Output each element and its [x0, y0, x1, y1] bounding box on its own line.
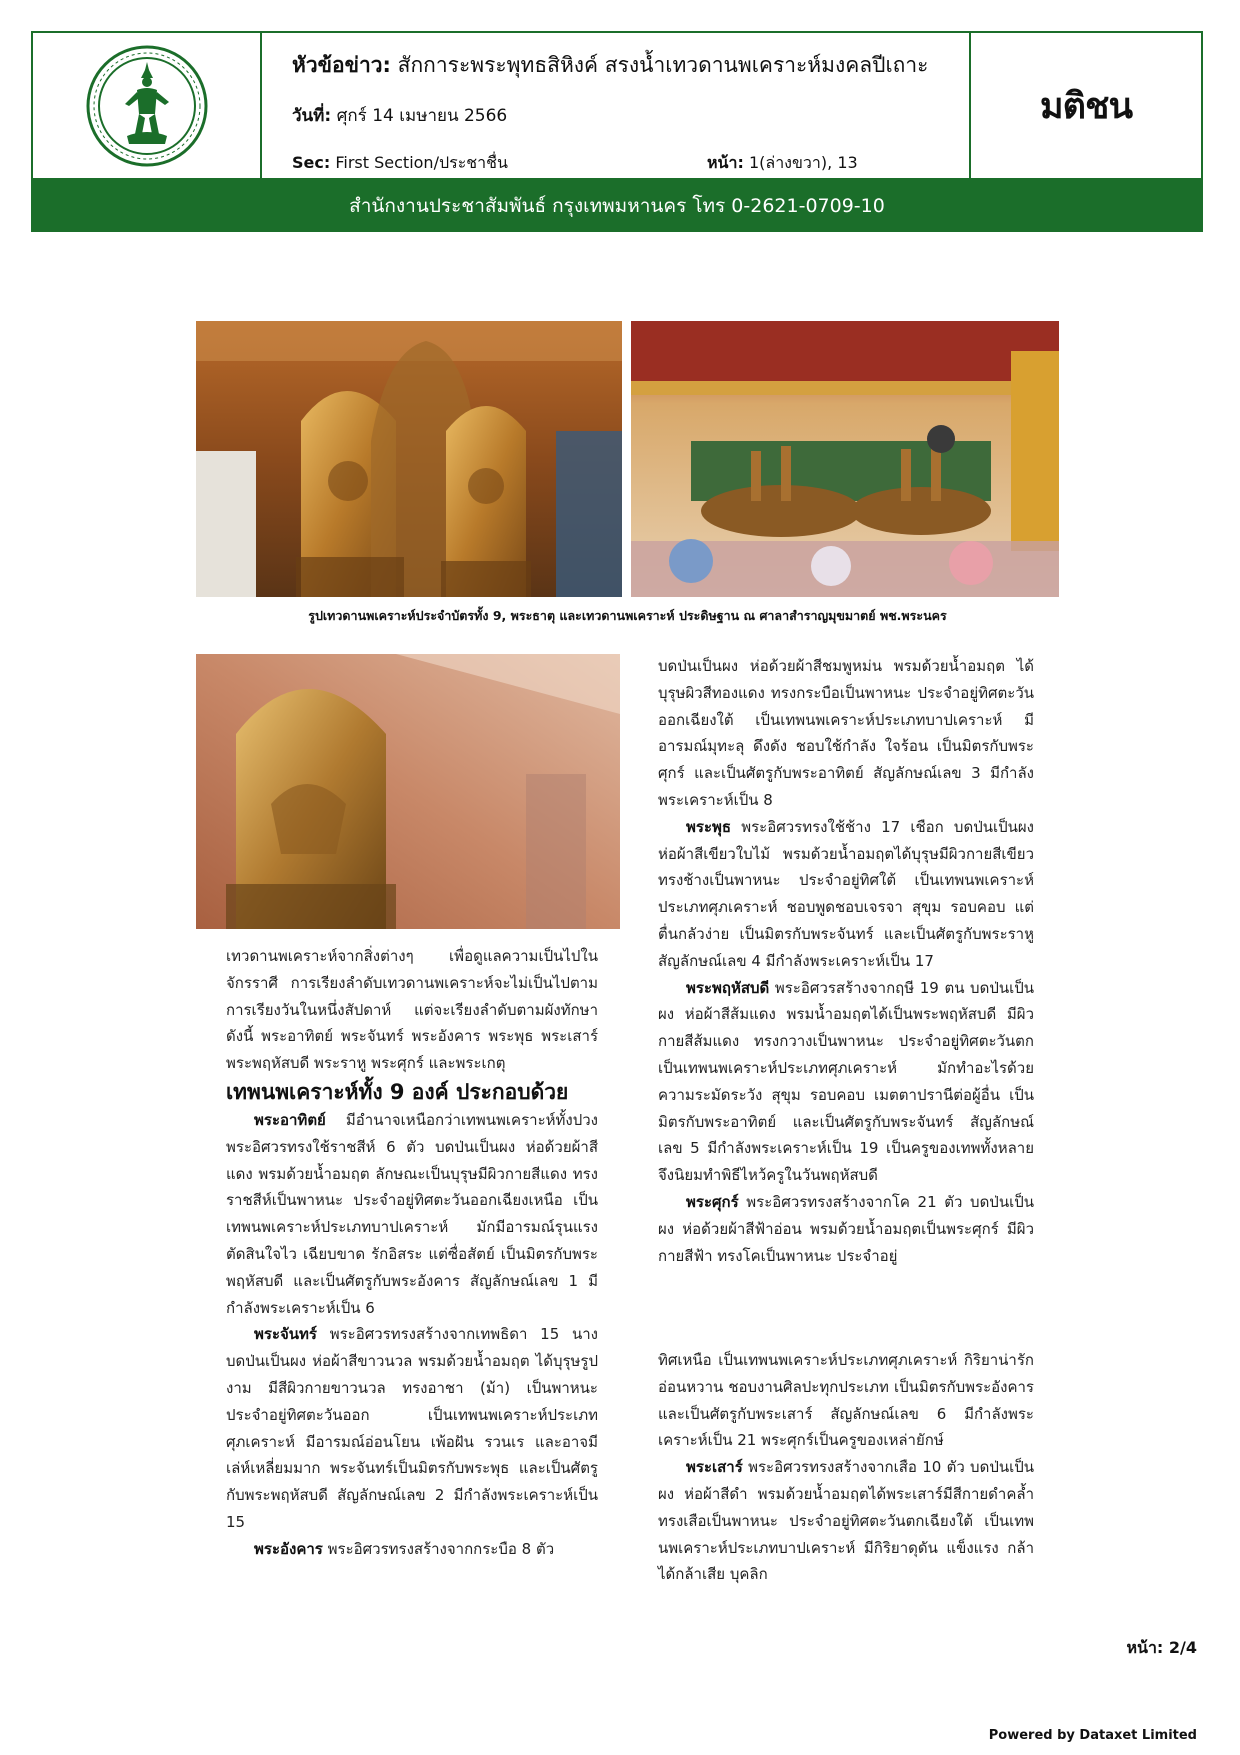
headline-label: หัวข้อข่าว: — [292, 53, 391, 77]
article-column-right-top — [658, 653, 1034, 1269]
text-venus: พระอิศวรทรงสร้างจากโค 21 ตัว บดป่นเป็นผง ห่อด้วยผ้าสีฟ้าอ่อน พรมด้วยน้ำอมฤตเป็นพระศุกร์ มีผิวกายสีฟ้า ทรงโคเป็นพาหนะ ประจำอยู่ — [658, 1192, 1034, 1265]
section-row — [292, 151, 969, 176]
text-moon: พระอิศวรทรงสร้างจากเทพธิดา 15 นาง บดป่นเป็นผง ห่อผ้าสีขาวนวล พรมด้วยน้ำอมฤต ได้บุรุษรูปงาม มีสีผิวกายขาวนวล ทรงอาชา (ม้า) เป็นพาหนะ ประจำอยู่ทิศตะวันออก เป็นเทพนพเคราะห์ประเภทศุภเคราะห์ มีอารมณ์อ่อนโยน เพ้อฝัน รวนเร และอาจมีเล่ห์เหลี่ยมมาก พระจันทร์เป็นมิตรกับพระพุธ และเป็นศัตรูกับพระพฤหัสบดี สัญลักษณ์เลข 2 มีกำลังพระเคราะห์เป็น 15 — [226, 1325, 598, 1531]
photo-deities-pavilion — [631, 321, 1059, 597]
paragraph-sun — [226, 1107, 598, 1321]
paragraph-saturn — [658, 1454, 1034, 1588]
text-jupiter: พระอิศวรสร้างจากฤษี 19 ตน บดป่นเป็นผง ห่อผ้าสีส้มแดง พรมน้ำอมฤตได้เป็นพระพฤหัสบดี มีผิวกายสีส้มแดง ทรงกวางเป็นพาหนะ ประจำอยู่ทิศตะวันตก เป็นเทพนพเคราะห์ประเภทศุภเคราะห์ มักทำอะไรด้วยความระมัดระวัง สุขุม รอบคอบ เมตตาปรานีต่อผู้อื่น เป็นมิตรกับพระอาทิตย์ และเป็นศัตรูกับพระจันทร์ สัญลักษณ์เลข 5 มีกำลังพระเคราะห์เป็น 19 เป็นครูของเทพทั้งหลาย จึงนิยมทำพิธีไหว้ครูในวันพฤหัสบดี — [658, 978, 1034, 1185]
photo-deity-panels — [196, 321, 622, 597]
pr-office-band — [31, 180, 1203, 232]
powered-by-footer: Powered by Dataxet Limited — [988, 1728, 1197, 1743]
paragraph-venus — [658, 1189, 1034, 1269]
keyword-venus: พระศุกร์ — [686, 1192, 739, 1211]
logo-cell — [33, 33, 262, 178]
keyword-mars: พระอังคาร — [254, 1539, 323, 1558]
paragraph-mars — [226, 1536, 598, 1563]
text-mercury: พระอิศวรทรงใช้ช้าง 17 เชือก บดป่นเป็นผง ห่อผ้าสีเขียวใบไม้ พรมด้วยน้ำอมฤตได้บุรุษมีผิวกายสีเขียว ทรงช้างเป็นพาหนะ ประจำอยู่ทิศใต้ เป็นเทพนพเคราะห์ประเภทศุภเคราะห์ ชอบพูดชอบเจรจา สุขุม รอบคอบ แต่ตื่นกลัวง่าย เป็นมิตรกับพระจันทร์ และเป็นศัตรูกับพระราหู สัญลักษณ์เลข 4 มีกำลังพระเคราะห์เป็น 17 — [658, 817, 1034, 970]
paragraph-moon — [226, 1321, 598, 1535]
text-mars-continued: บดป่นเป็นผง ห่อด้วยผ้าสีชมพูหม่น พรมด้วยน้ำอมฤต ได้บุรุษผิวสีทองแดง ทรงกระบือเป็นพาหนะ ประจำอยู่ทิศตะวันออกเฉียงใต้ เป็นเทพนพเคราะห์ประเภทบาปเคราะห์ มีอารมณ์มุทะลุ ดึงดัง ชอบใช้กำลัง ใจร้อน เป็นมิตรกับพระศุกร์ และเป็นศัตรูกับพระอาทิตย์ สัญลักษณ์เลข 3 มีกำลังพระเคราะห์เป็น 8 — [658, 657, 1034, 809]
bangkok-emblem-icon — [85, 44, 209, 168]
keyword-sun: พระอาทิตย์ — [254, 1110, 326, 1129]
page-text: 1(ล่างขวา), 13 — [748, 153, 858, 172]
text-mars: พระอิศวรทรงสร้างจากกระบือ 8 ตัว — [327, 1539, 555, 1558]
section-label: Sec: — [292, 153, 331, 172]
text-venus-continued: ทิศเหนือ เป็นเทพนพเคราะห์ประเภทศุภเคราะห์ กิริยาน่ารัก อ่อนหวาน ชอบงานศิลปะทุกประเภท เป็นมิตรกับพระอังคารและเป็นศัตรูกับพระเสาร์ สัญลักษณ์เลข 6 มีกำลังพระเคราะห์เป็น 21 พระศุกร์เป็นครูของเหล่ายักษ์ — [658, 1351, 1034, 1450]
keyword-saturn: พระเสาร์ — [686, 1458, 743, 1477]
photo-golden-panel — [196, 654, 620, 929]
headline-text: สักการะพระพุทธสิหิงค์ สรงน้ำเทวดานพเคราะห์มงคลปีเถาะ — [397, 53, 929, 77]
keyword-moon: พระจันทร์ — [254, 1325, 317, 1344]
section-text: First Section/ประชาชื่น — [335, 153, 508, 172]
page-label: หน้า: — [707, 153, 744, 172]
article-intro: เทวดานพเคราะห์จากสิ่งต่างๆ เพื่อดูแลความเป็นไปในจักรราศี การเรียงลำดับเทวดานพเคราะห์จะไม่เป็นไปตามการเรียงวันในหนึ่งสัปดาห์ แต่จะเรียงลำดับตามผังทักษา ดังนี้ พระอาทิตย์ พระจันทร์ พระอังคาร พระพุธ พระเสาร์ พระพฤหัสบดี พระราหู พระศุกร์ และพระเกตุ — [226, 947, 598, 1073]
clipping-info — [262, 33, 969, 178]
article-subheading: เทพนพเคราะห์ทั้ง 9 องค์ ประกอบด้วย — [226, 1079, 569, 1104]
page-number: หน้า: 2/4 — [1126, 1638, 1197, 1657]
headline-row — [292, 49, 969, 82]
keyword-mercury: พระพุธ — [686, 817, 732, 836]
article-column-right-bottom — [658, 1347, 1034, 1588]
date-label: วันที่: — [292, 106, 332, 126]
paragraph-mercury — [658, 814, 1034, 975]
publication-cell — [969, 33, 1201, 178]
article-column-left — [226, 943, 598, 1563]
photo-caption: รูปเทวดานพเคราะห์ประจำบัตรทั้ง 9, พระธาตุ และเทวดานพเคราะห์ ประดิษฐาน ณ ศาลาสำราญมุขมาตย์ พช.พระนคร — [308, 608, 947, 623]
text-sun: มีอำนาจเหนือกว่าเทพนพเคราะห์ทั้งปวง พระอิศวรทรงใช้ราชสีห์ 6 ตัว บดป่นเป็นผง ห่อด้วยผ้าสีแดง พรมด้วยน้ำอมฤต ลักษณะเป็นบุรุษมีผิวกายสีแดง ทรงราชสีห์เป็นพาหนะ ประจำอยู่ทิศตะวันออกเฉียงเหนือ เป็นเทพนพเคราะห์ประเภทบาปเคราะห์ มักมีอารมณ์รุนแรง ตัดสินใจไว เฉียบขาด รักอิสระ แต่ซื่อสัตย์ เป็นมิตรกับพระพฤหัสบดี และเป็นศัตรูกับพระอังคาร สัญลักษณ์เลข 1 มีกำลังพระเคราะห์เป็น 6 — [226, 1110, 598, 1317]
news-clipping-header — [31, 31, 1203, 180]
date-text: ศุกร์ 14 เมษายน 2566 — [336, 106, 508, 126]
pr-office-text: สำนักงานประชาสัมพันธ์ กรุงเทพมหานคร โทร 0-2621-0709-10 — [349, 195, 885, 217]
paragraph-jupiter — [658, 975, 1034, 1189]
page-ref — [707, 151, 858, 176]
keyword-jupiter: พระพฤหัสบดี — [686, 978, 770, 997]
text-saturn: พระอิศวรทรงสร้างจากเสือ 10 ตัว บดป่นเป็นผง ห่อผ้าสีดำ พรมด้วยน้ำอมฤตได้พระเสาร์มีสีกายดำคล้ำ ทรงเสือเป็นพาหนะ ประจำอยู่ทิศตะวันตกเฉียงใต้ เป็นเทพนพเคราะห์ประเภทบาปเคราะห์ มีกิริยาดุดัน แข็งแรง กล้าได้กล้าเสีย บุคลิก — [658, 1458, 1034, 1584]
publication-logo: มติชน — [1039, 86, 1133, 127]
date-row — [292, 102, 969, 129]
